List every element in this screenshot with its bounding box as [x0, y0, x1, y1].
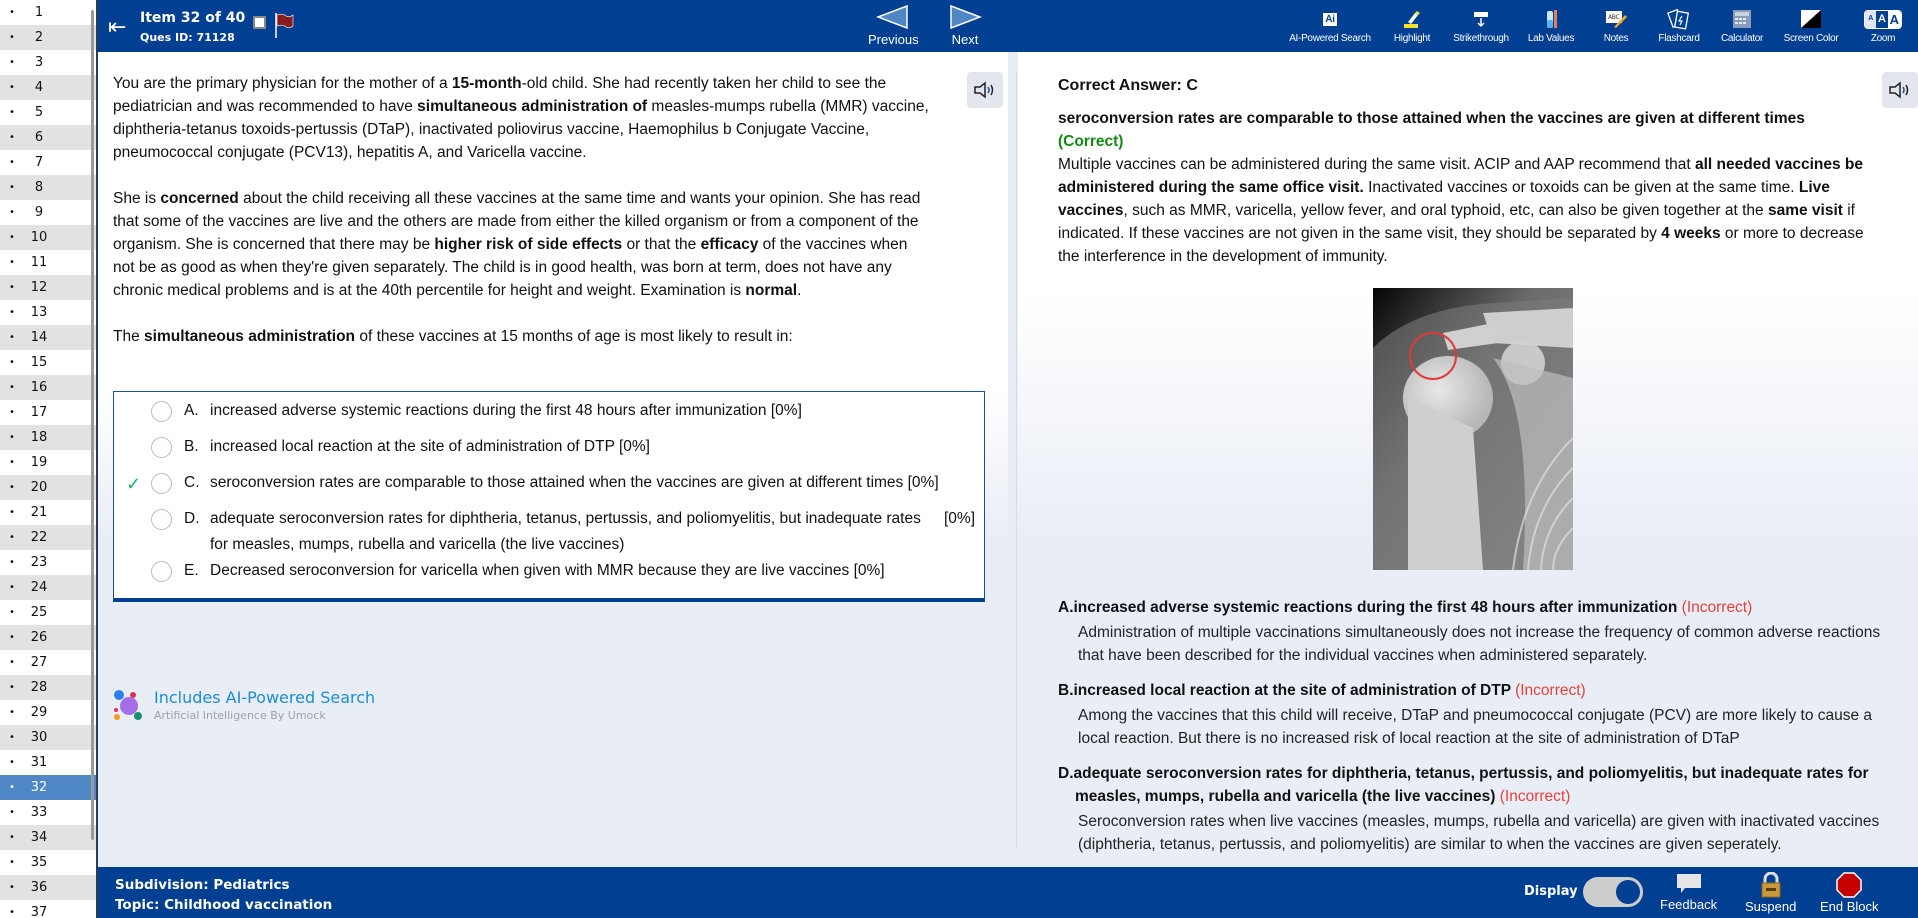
question-number: 5: [34, 105, 44, 120]
question-number: 4: [34, 80, 44, 95]
question-number: 35: [30, 855, 48, 870]
question-nav-item[interactable]: [0, 250, 98, 275]
question-number: 1: [34, 5, 44, 20]
ai-promo-subtitle: Artificial Intelligence By Umock: [154, 709, 326, 722]
radio-button[interactable]: [151, 401, 172, 422]
option-percent: [0%]: [853, 562, 885, 579]
question-number: 16: [30, 380, 48, 395]
question-number: 14: [30, 330, 48, 345]
bullet-icon: •: [9, 57, 15, 68]
question-number: 3: [34, 55, 44, 70]
bottom-bar: [98, 867, 1918, 918]
question-nav-item[interactable]: [0, 300, 98, 325]
answer-option-b[interactable]: [114, 434, 984, 470]
text-run: , such as MMR, varicella, yellow fever, and oral typhoid, etc, can also be given together at the: [1123, 202, 1768, 219]
incorrect-options-explanations: [1058, 596, 1888, 856]
question-nav-item[interactable]: [0, 225, 98, 250]
question-nav-item[interactable]: [0, 850, 98, 875]
next-arrow-icon: [948, 4, 982, 30]
radio-button[interactable]: [151, 437, 172, 458]
question-nav-item[interactable]: [0, 625, 98, 650]
incorrect-tag: (Incorrect): [1681, 599, 1753, 616]
bullet-icon: •: [9, 107, 15, 118]
text-run: Multiple vaccines can be administered during the same visit. ACIP and AAP recommend that: [1058, 156, 1695, 173]
question-number: 19: [30, 455, 48, 470]
lock-icon: [1759, 872, 1783, 898]
bullet-icon: •: [9, 857, 15, 868]
question-number: 23: [30, 555, 48, 570]
question-nav-item[interactable]: [0, 525, 98, 550]
question-nav-item[interactable]: [0, 325, 98, 350]
question-id: Ques ID: 71128: [140, 31, 235, 44]
incorrect-title-text: A.increased adverse systemic reactions during the first 48 hours after immunization: [1058, 599, 1678, 616]
option-text: seroconversion rates are comparable to those attained when the vaccines are given at different times [0%]: [210, 474, 939, 491]
answer-option-d[interactable]: [114, 506, 984, 558]
correct-check-icon: ✓: [126, 474, 142, 494]
radio-button[interactable]: [151, 473, 172, 494]
bullet-icon: •: [9, 507, 15, 518]
question-nav-item[interactable]: [0, 125, 98, 150]
previous-button[interactable]: [868, 4, 919, 47]
bullet-icon: •: [9, 282, 15, 293]
question-nav-item[interactable]: [0, 275, 98, 300]
bullet-icon: •: [9, 907, 15, 918]
bold-text: higher risk of side effects: [434, 236, 623, 253]
tool-ai-search[interactable]: [1280, 0, 1380, 52]
bullet-icon: •: [9, 232, 15, 243]
question-nav-item[interactable]: [0, 350, 98, 375]
bold-text: normal: [745, 282, 798, 299]
correct-answer-title: [1058, 107, 1888, 153]
xray-shoulder-image: [1373, 288, 1573, 570]
stem-paragraph-1: [113, 72, 933, 164]
ai-search-icon: Ai: [1325, 13, 1335, 25]
question-number: 29: [30, 705, 48, 720]
text-run: or more to decrease the interference in the development of immunity.: [1058, 225, 1864, 265]
text-run: She is: [113, 190, 161, 207]
question-number: 33: [30, 805, 48, 820]
answer-option-c[interactable]: [114, 470, 984, 506]
collapse-sidebar-icon[interactable]: ⇤: [108, 14, 127, 39]
incorrect-option-title: [1058, 762, 1888, 808]
toggle-knob: [1616, 880, 1640, 904]
mark-checkbox[interactable]: [253, 16, 266, 29]
question-number: 2: [34, 30, 44, 45]
question-nav-item[interactable]: [0, 725, 98, 750]
question-nav-item[interactable]: [0, 750, 98, 775]
previous-arrow-icon: [876, 4, 910, 30]
tool-calculator[interactable]: [1710, 0, 1774, 52]
flag-icon[interactable]: [274, 12, 294, 38]
incorrect-title-text: D.adequate seroconversion rates for diphtheria, tetanus, pertussis, and poliomyelitis, but inadequate rates for measles, mumps, rubella and varicella (the live vaccines): [1058, 765, 1869, 805]
sidebar-scrollbar[interactable]: [91, 10, 94, 840]
question-number: 17: [30, 405, 48, 420]
question-nav-item[interactable]: [0, 25, 98, 50]
option-text: increased adverse systemic reactions during the first 48 hours after immunization [0%]: [210, 402, 802, 419]
question-number: 7: [34, 155, 44, 170]
bullet-icon: •: [9, 757, 15, 768]
incorrect-option-explanation: Administration of multiple vaccinations simultaneously does not increase the frequency of common adverse reactions that have been described for the individual vaccines when administered separately.: [1078, 624, 1881, 664]
question-number: 32: [30, 780, 48, 795]
bullet-icon: •: [9, 782, 15, 793]
feedback-button[interactable]: [1660, 872, 1717, 912]
question-nav-item[interactable]: [0, 575, 98, 600]
question-nav-item[interactable]: [0, 600, 98, 625]
bullet-icon: •: [9, 607, 15, 618]
feedback-icon: [1675, 872, 1703, 896]
bullet-icon: •: [9, 432, 15, 443]
ai-search-promo[interactable]: [112, 688, 375, 722]
text-run: You are the primary physician for the mother of a: [113, 75, 452, 92]
question-number: 10: [30, 230, 48, 245]
subdivision-label: Subdivision: Pediatrics: [115, 877, 290, 893]
speaker-icon: [1888, 80, 1912, 100]
bullet-icon: •: [9, 382, 15, 393]
question-navigator: [0, 0, 98, 918]
highlighter-icon: [1402, 9, 1422, 29]
stem-paragraph-2: [113, 187, 933, 302]
question-number: 8: [34, 180, 44, 195]
question-nav-item[interactable]: [0, 650, 98, 675]
question-nav-item[interactable]: [0, 75, 98, 100]
option-letter: A.: [184, 402, 199, 419]
bullet-icon: •: [9, 207, 15, 218]
question-number: 22: [30, 530, 48, 545]
explanation: [1058, 74, 1888, 868]
bullet-icon: •: [9, 307, 15, 318]
question-nav-item[interactable]: [0, 400, 98, 425]
tool-label: Highlight: [1393, 33, 1431, 44]
tool-highlight[interactable]: [1380, 0, 1444, 52]
question-nav-item[interactable]: [0, 475, 98, 500]
bold-text: concerned: [160, 190, 239, 207]
bullet-icon: •: [9, 707, 15, 718]
text-run: The: [113, 328, 145, 345]
correct-tag: (Correct): [1058, 133, 1124, 150]
display-label: Display: [1524, 884, 1578, 899]
question-number: 37: [30, 905, 48, 918]
tool-lab-values[interactable]: [1518, 0, 1584, 52]
suspend-label: Suspend: [1745, 899, 1797, 914]
bullet-icon: •: [9, 832, 15, 843]
lab-values-icon: [1543, 9, 1559, 29]
incorrect-option-explanation: Seroconversion rates when live vaccines (measles, mumps, rubella and varicella) are given with inactivated vaccines (diphtheria, tetanus, pertussis, and poliomyelitis) are similar to when the vaccines are given seperately.: [1078, 813, 1880, 853]
option-percent: [0%]: [907, 474, 939, 491]
bullet-icon: •: [9, 257, 15, 268]
speaker-icon: [973, 80, 997, 100]
bullet-icon: •: [9, 457, 15, 468]
question-number: 30: [30, 730, 48, 745]
bullet-icon: •: [9, 882, 15, 893]
top-toolbar: [98, 0, 1918, 52]
question-nav-item[interactable]: [0, 700, 98, 725]
bullet-icon: •: [9, 32, 15, 43]
question-nav-item[interactable]: [0, 800, 98, 825]
bullet-icon: •: [9, 332, 15, 343]
question-stem: [113, 72, 933, 371]
text-run: -old child. She had recently taken her child to see the pediatrician and was recommended to have: [113, 75, 887, 115]
question-number: 15: [30, 355, 48, 370]
bold-text: 15-month: [451, 75, 522, 92]
tool-screen-color[interactable]: [1774, 0, 1848, 52]
text-run: about the child receiving all these vaccines at the same time and wants your opinion. She has read that some of the vaccines are live and the others are made from either the killed organism or from a component of the organism. She is concerned that there may be: [113, 190, 921, 253]
question-prompt: [113, 325, 933, 348]
question-nav-item[interactable]: [0, 100, 98, 125]
question-nav-item[interactable]: [0, 0, 98, 25]
text-run: of the vaccines when not be as good as when they're given separately. The child is in good health, was born at term, does not have any chronic medical problems and is at the 40th percentile for height and weight. Examination is: [113, 236, 908, 299]
bold-text: simultaneous administration of: [417, 98, 648, 115]
question-number: 12: [30, 280, 48, 295]
question-nav-item[interactable]: [0, 375, 98, 400]
bold-text: all needed vaccines be administered during the same office visit.: [1058, 156, 1863, 196]
tool-label: Zoom: [1870, 33, 1896, 44]
subject-info: [115, 875, 332, 915]
bullet-icon: •: [9, 682, 15, 693]
explanation-panel: [1018, 52, 1918, 862]
bold-text: same visit: [1767, 202, 1843, 219]
radio-button[interactable]: [151, 509, 172, 530]
answer-option-e[interactable]: [114, 558, 984, 594]
ai-promo-title[interactable]: Includes AI-Powered Search: [154, 688, 376, 707]
option-percent: [0%]: [770, 402, 802, 419]
question-number: 28: [30, 680, 48, 695]
incorrect-option-title: [1058, 679, 1888, 702]
text-run: if indicated. If these vaccines are not given in the same visit, they should be separated by: [1058, 202, 1855, 242]
previous-label: Previous: [868, 32, 919, 47]
question-number: 25: [30, 605, 48, 620]
question-number: 9: [34, 205, 44, 220]
next-button[interactable]: [948, 4, 982, 47]
flashcard-icon: [1667, 8, 1691, 30]
question-number: 6: [34, 130, 44, 145]
question-number: 18: [30, 430, 48, 445]
bold-text: Live vaccines: [1058, 179, 1830, 219]
option-percent: [0%]: [944, 510, 976, 527]
svg-text:ABC: ABC: [1608, 14, 1620, 21]
bullet-icon: •: [9, 482, 15, 493]
correct-answer-text: seroconversion rates are comparable to those attained when the vaccines are given at different times: [1058, 110, 1805, 127]
tool-label: Calculator: [1720, 33, 1764, 44]
tool-label: Flashcard: [1658, 33, 1700, 44]
question-nav-item[interactable]: [0, 150, 98, 175]
bullet-icon: •: [9, 7, 15, 18]
incorrect-option-title: [1058, 596, 1888, 619]
incorrect-tag: (Incorrect): [1515, 682, 1586, 699]
tool-label: Lab Values: [1527, 33, 1575, 44]
display-toggle[interactable]: [1583, 877, 1643, 907]
question-nav-item[interactable]: [0, 550, 98, 575]
next-label: Next: [951, 32, 979, 47]
option-text: Decreased seroconversion for varicella when given with MMR because they are live vaccines [0%]: [210, 562, 885, 579]
ai-logo-icon: [112, 689, 144, 721]
tool-zoom[interactable]: [1848, 0, 1918, 52]
answer-choices: [113, 391, 985, 602]
option-text: adequate seroconversion rates for diphtheria, tetanus, pertussis, and poliomyelitis, but inadequate rates for measles, mumps, rubella and varicella (the live vaccines): [210, 510, 921, 553]
tool-label: Screen Color: [1783, 33, 1839, 44]
bold-text: 4 weeks: [1661, 225, 1721, 242]
text-run: .: [797, 282, 802, 299]
question-nav-item[interactable]: [0, 450, 98, 475]
question-number: 24: [30, 580, 48, 595]
bullet-icon: •: [9, 657, 15, 668]
panel-divider: [1016, 72, 1017, 847]
text-run: measles-mumps rubella (MMR) vaccine, diphtheria-tetanus toxoids-pertussis (DTaP), inactivated poliovirus vaccine, Haemophilus b Conjugate Vaccine, pneumococcal conjugate (PCV13), hepatitis A, and Varicella vaccine.: [113, 98, 929, 161]
tool-label: Strikethrough: [1453, 33, 1509, 44]
bullet-icon: •: [9, 357, 15, 368]
bullet-icon: •: [9, 182, 15, 193]
question-number: 21: [30, 505, 48, 520]
bullet-icon: •: [9, 632, 15, 643]
radio-button[interactable]: [151, 561, 172, 582]
strikethrough-icon: [1472, 10, 1490, 28]
tool-bar: [1280, 0, 1918, 52]
bullet-icon: •: [9, 157, 15, 168]
question-number: 26: [30, 630, 48, 645]
option-percent: [0%]: [618, 438, 650, 455]
end-block-label: End Block: [1820, 899, 1879, 914]
question-number: 27: [30, 655, 48, 670]
question-nav-item[interactable]: [0, 675, 98, 700]
question-panel: [98, 52, 1008, 862]
end-block-button[interactable]: [1820, 872, 1879, 914]
text-run: or that the: [622, 236, 701, 253]
question-nav-item[interactable]: [0, 50, 98, 75]
question-nav-item[interactable]: [0, 425, 98, 450]
tool-strikethrough[interactable]: [1444, 0, 1518, 52]
feedback-label: Feedback: [1660, 897, 1718, 912]
option-text: increased local reaction at the site of administration of DTP [0%]: [210, 438, 650, 455]
screen-color-icon: [1801, 10, 1821, 28]
question-nav-item[interactable]: [0, 900, 98, 918]
question-number: 11: [30, 255, 48, 270]
notes-icon: [1604, 9, 1628, 29]
question-number: 34: [30, 830, 48, 845]
question-list: [0, 0, 98, 918]
stop-sign-icon: [1836, 872, 1862, 898]
explanation-image[interactable]: [1373, 288, 1573, 570]
incorrect-title-text: B.increased local reaction at the site of administration of DTP: [1058, 682, 1511, 699]
bold-text: simultaneous administration: [144, 328, 356, 345]
text-run: Inactivated vaccines or toxoids can be given at the same time.: [1363, 179, 1799, 196]
incorrect-option-explanation: Among the vaccines that this child will receive, DTaP and pneumococcal conjugate (PCV) are more likely to cause a local reaction. But there is no increased risk of local reaction at the site of administration of DTaP: [1078, 707, 1873, 747]
tool-label: Notes: [1603, 33, 1629, 44]
suspend-button[interactable]: [1745, 872, 1796, 914]
question-nav-item[interactable]: [0, 175, 98, 200]
question-nav-item[interactable]: [0, 775, 98, 800]
option-letter: C.: [184, 474, 200, 491]
read-aloud-button[interactable]: [967, 72, 1003, 108]
topic-label: Topic: Childhood vaccination: [115, 897, 333, 913]
incorrect-tag: (Incorrect): [1499, 788, 1571, 805]
question-number: 20: [30, 480, 48, 495]
bullet-icon: •: [9, 407, 15, 418]
question-number: 13: [30, 305, 48, 320]
question-nav-item[interactable]: [0, 200, 98, 225]
tool-flashcard[interactable]: [1648, 0, 1710, 52]
zoom-icon: A A A: [1864, 10, 1902, 29]
question-nav-item[interactable]: [0, 500, 98, 525]
text-run: of these vaccines at 15 months of age is most likely to result in:: [355, 328, 793, 345]
question-number: 36: [30, 880, 48, 895]
explanation-body: [1058, 153, 1888, 268]
option-letter: E.: [184, 562, 199, 579]
answer-option-a[interactable]: [114, 398, 984, 434]
bullet-icon: •: [9, 82, 15, 93]
bullet-icon: •: [9, 807, 15, 818]
question-number: 31: [30, 755, 48, 770]
option-letter: B.: [184, 438, 199, 455]
tool-label: AI-Powered Search: [1289, 33, 1371, 44]
bullet-icon: •: [9, 132, 15, 143]
question-nav-item[interactable]: [0, 825, 98, 850]
bullet-icon: •: [9, 557, 15, 568]
bold-text: efficacy: [700, 236, 759, 253]
tool-notes[interactable]: [1584, 0, 1648, 52]
correct-answer-heading: Correct Answer: C: [1058, 77, 1198, 94]
question-nav-item[interactable]: [0, 875, 98, 900]
bullet-icon: •: [9, 582, 15, 593]
item-counter: Item 32 of 40: [140, 10, 246, 26]
bullet-icon: •: [9, 732, 15, 743]
bullet-icon: •: [9, 532, 15, 543]
option-letter: D.: [184, 510, 200, 527]
calculator-icon: [1733, 10, 1751, 28]
